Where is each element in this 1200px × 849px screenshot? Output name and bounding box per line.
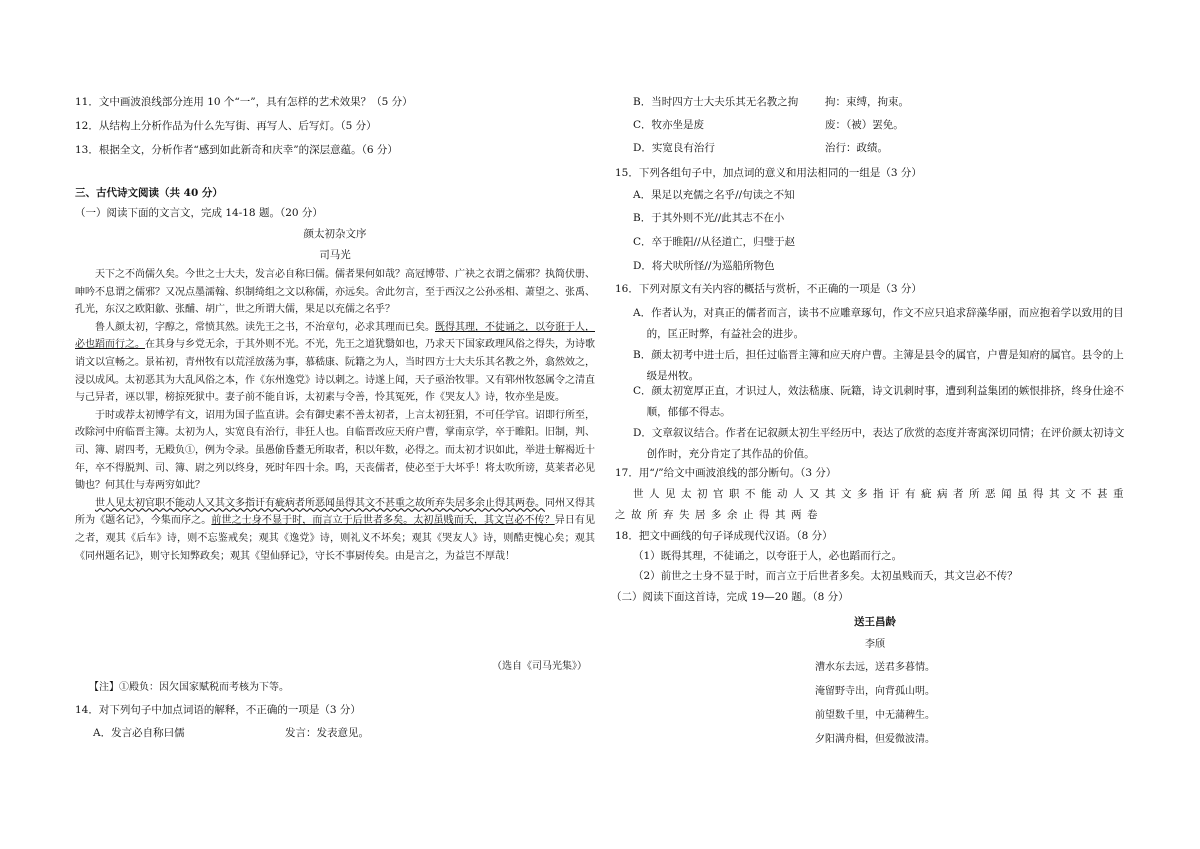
underlined-sentence: 既得其理，不徒诵之，以夸诳于人，必也蹈而行之。 xyxy=(75,321,595,351)
q16-option-a: A．作者认为，对真正的儒者而言，读书不应雕章琢句，作文不应只追求辞藻华丽，而应抱着学以致用的目的，匡正时弊，有益社会的进步。 xyxy=(633,307,1124,340)
passage-text: 鲁人颜太初，字醇之，常愤其然。读先王之书，不治章句，必求其理而已矣。 xyxy=(95,321,435,333)
passage-paragraph xyxy=(75,495,595,565)
passage-paragraph: 天下之不尚儒久矣。今世之士大夫，发言必自称曰儒。儒者果何如哉？高冠博带、广袂之衣谓之儒邪？执简伏册、呻吟不息谓之儒邪？又况点墨濡翰、织制绮组之文以称儒，亦远矣。舍此勿言，至于西汉之公孙丞相、萧望之、张禹、孔光，东汉之欧阳歙、张酺、胡广，世之所谓大儒，果足以充儒之名乎？ xyxy=(75,269,595,316)
q14-option-c: C．牧亦坐是废 xyxy=(633,119,705,131)
poem-author: 李颀 xyxy=(865,639,885,650)
passage-text: 同州又得其所为《题名记》，今集而序之。 xyxy=(75,497,595,527)
q15-option-b: B．于其外则不光//此其志不在小 xyxy=(633,212,785,224)
passage-paragraph xyxy=(75,319,595,407)
q14-option-a-explanation: 发言：发表意见。 xyxy=(285,727,369,739)
q16-option-b: B．颜太初考中进士后，担任过临晋主簿和应天府户曹。主簿是县令的属官，户曹是知府的属官。县令的上级是州牧。 xyxy=(633,349,1124,382)
q16-option-d: D．文章叙议结合。作者在记叙颜太初生平经历中，表达了欣赏的态度并寄寓深切同情；在评价颜太初诗文创作时，充分肯定了其作品的价值。 xyxy=(633,427,1125,460)
q17-text-line-1: 世人见太初官职不能动人又其文多指讦有疵病者所恶闻虽得其文不甚重 xyxy=(633,488,1129,500)
passage-author: 司马光 xyxy=(319,249,351,261)
poem-line: 淹留野寺出，向背孤山明。 xyxy=(815,686,935,697)
question-13: 13．根据全文，分析作者“感到如此新奇和庆幸”的深层意蕴。（6 分） xyxy=(75,144,398,156)
poem-line: 前望数千里，中无蒲稗生。 xyxy=(815,710,935,721)
section-heading: 三、古代诗文阅读（共 40 分） xyxy=(75,187,223,199)
passage-body xyxy=(75,266,595,565)
question-11: 11．文中画波浪线部分连用 10 个“一”，具有怎样的艺术效果？（5 分） xyxy=(75,96,413,108)
passage-paragraph: 于时或荐太初博学有文，诏用为国子监直讲。会有御史素不善太初者，上言太初狂狷，不可任学官。诏即行所至，改除河中府临晋主簿。太初为人，实宽良有治行，非狂人也。自临晋改应天府户曹，掌南京学，卒于睢阳。旧制，判、司、簿、尉四考，无殿负①，例为令录。虽愚偷昏耋无所取者，积以年数，必得之。而太初才识如此，举进士解褐近十年，卒不得脱判、司、簿、尉之列以终身，死时年四十余。呜，天丧儒者，使必至于大坏乎！将太吹所谤，莫莱者必见锄也？何其仕与寿两穷如此？ xyxy=(75,409,595,492)
q18-sentence-1: （1）既得其理，不徒诵之，以夸诳于人，必也蹈而行之。 xyxy=(633,550,903,562)
question-17: 17．用“/”给文中画波浪线的部分断句。（3 分） xyxy=(615,467,837,479)
poem-line: 夕阳满舟楫，但爱微波清。 xyxy=(815,734,935,745)
q17-text-line-2: 之故所弃失居多余止得其两卷 xyxy=(615,509,823,521)
subsection-heading: （一）阅读下面的文言文，完成 14-18 题。（20 分） xyxy=(75,207,323,219)
question-18: 18．把文中画线的句子译成现代汉语。（8 分） xyxy=(615,530,833,542)
q14-option-a: A．发言必自称曰儒 xyxy=(93,727,185,739)
passage-source: （选自《司马光集》） xyxy=(492,661,587,672)
q16-option-c: C．颜太初宽厚正直，才识过人，效法嵇康、阮籍，诗文讥刺时事，遭到利益集团的嫉恨排挤，终身仕途不顺，郁郁不得志。 xyxy=(633,385,1125,418)
passage-text: 异日有见之者，观其《后车》诗，则不忘鉴戒矣；观其《逸党》诗，则礼义不坏矣；观其《哭友人》诗，则酷吏愧心矣；观其《同州题名记》，则守长知弊政矣；观其《望仙驿记》，守长不事厨传矣。由是言之，为益岂不厚哉！ xyxy=(75,515,596,562)
q15-option-d: D．将犬吠所怪//为巡船所物色 xyxy=(633,260,775,272)
annotation-note: 【注】①殿负：因欠国家赋税而考核为下等。 xyxy=(89,682,289,693)
q18-sentence-2: （2）前世之士身不显于时，而言立于后世者多矣。太初虽贱而夭，其文岂必不传？ xyxy=(633,570,1018,582)
poem-title: 送王昌龄 xyxy=(854,616,896,628)
passage-title: 颜太初杂文序 xyxy=(303,228,367,240)
q14-option-d-explanation: 治行：政绩。 xyxy=(825,142,888,154)
poem-line: 漕水东去远，送君多暮情。 xyxy=(815,662,935,673)
subsection-heading-2: （二）阅读下面这首诗，完成 19—20 题。（8 分） xyxy=(611,591,849,603)
q14-option-c-explanation: 废：（被）罢免。 xyxy=(825,119,904,131)
question-12: 12．从结构上分析作品为什么先写街、再写人、后写灯。（5 分） xyxy=(75,120,377,132)
question-15: 15．下列各组句子中，加点词的意义和用法相同的一组是（3 分） xyxy=(615,167,922,179)
q15-option-c: C．卒于睢阳//从径道亡，归璧于赵 xyxy=(633,236,796,248)
passage-text: 在其身与乡党无余，于其外则不光。不光，先王之道犹翳如也，乃求天下国家政理风俗之得失，为诗歌诮文以宣畅之。景祐初，青州牧有以荒淫放荡为事，慕嵇康、阮籍之为人，当时四方士大夫乐其名教之外，翕然效之，浸以成风。太初恶其为大乱风俗之本，作《东州逸党》诗以刺之。诗遂上闻，天子亟治牧罪。又有郓州牧怒属令之清直与己异者，诬以罪，榜掠死狱中。妻子前不能自诉，太初素与令善，怜其冤死，作《哭友人》诗，牧亦坐是废。 xyxy=(75,339,595,404)
q15-option-a: A．果足以充儒之名乎//句读之不知 xyxy=(633,189,795,201)
q14-option-d: D．实宽良有治行 xyxy=(633,142,715,154)
question-16: 16．下列对原文有关内容的概括与赏析，不正确的一项是（3 分） xyxy=(615,283,922,295)
q14-option-b: B．当时四方士大夫乐其无名教之拘 xyxy=(633,96,799,108)
underlined-sentence: 前世之士身不显于时，而言立于后世者多矣。太初虽贱而夭，其文岂必不传？ xyxy=(211,515,555,527)
wavy-underlined-sentence: 世人见太初官职不能动人又其文多指讦有疵病者所恶闻虽得其文不甚重之故所弃失居多余止得其两卷。 xyxy=(95,497,545,509)
q14-option-b-explanation: 拘：束缚，拘束。 xyxy=(825,96,909,108)
question-14: 14．对下列句子中加点词语的解释，不正确的一项是（3 分） xyxy=(75,704,361,716)
